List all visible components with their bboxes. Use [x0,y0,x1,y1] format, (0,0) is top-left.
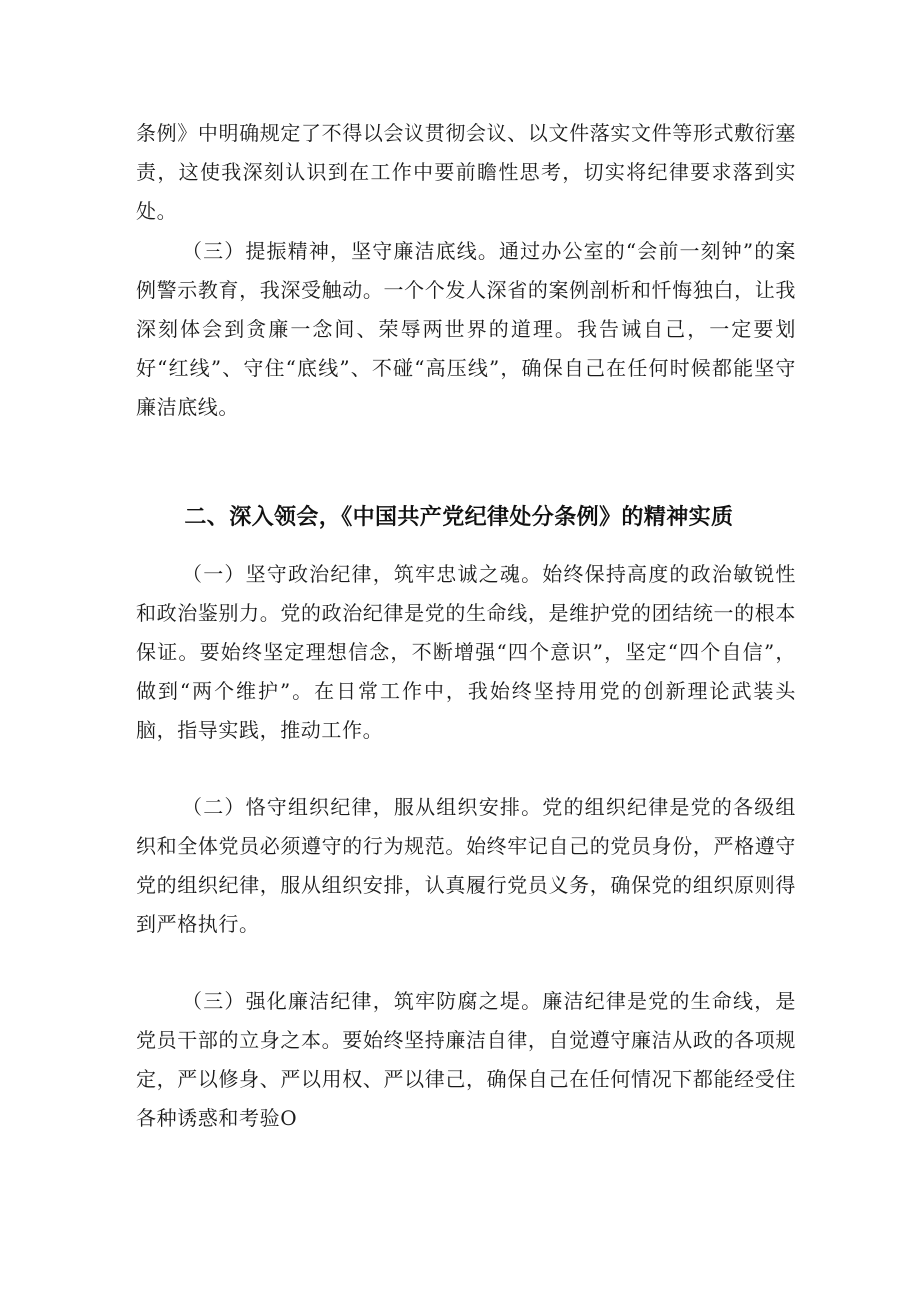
paragraph-political-discipline: （一）坚守政治纪律，筑牢忠诚之魂。始终保持高度的政治敏锐性和政治鉴别力。党的政治纪律是党的生命线，是维护党的团结统一的根本保证。要始终坚定理想信念，不断增强“四个意识”，坚定“四个自信”，做到“两个维护”。在日常工作中，我始终坚持用党的创新理论武装头脑，指导实践，推动工作。 [136,562,796,742]
paragraph-section-three-integrity: （三）提振精神，坚守廉洁底线。通过办公室的“会前一刻钟”的案例警示教育，我深受触动。一个个发人深省的案例剖析和忏悔独白，让我深刻体会到贪廉一念间、荣辱两世界的道理。我告诫自己，一定要划好“红线”、守住“底线”、不碰“高压线”，确保自己在任何时候都能坚守廉洁底线。 [136,239,796,419]
section-heading: 二、深入领会，《中国共产党纪律处分条例》的精神实质 [184,505,734,530]
paragraph-organizational-discipline: （二）恪守组织纪律，服从组织安排。党的组织纪律是党的各级组织和全体党员必须遵守的行为规范。始终牢记自己的党员身份，严格遵守党的组织纪律，服从组织安排，认真履行党员义务，确保党的组织原则得到严格执行。 [136,795,796,936]
paragraph-integrity-discipline: （三）强化廉洁纪律，筑牢防腐之堤。廉洁纪律是党的生命线，是党员干部的立身之本。要始终坚持廉洁自律，自觉遵守廉洁从政的各项规定，严以修身、严以用权、严以律己，确保自己在任何情况下都能经受住各种诱惑和考验O [136,989,796,1130]
paragraph-continued: 条例》中明确规定了不得以会议贯彻会议、以文件落实文件等形式敷衍塞责，这使我深刻认识到在工作中要前瞻性思考，切实将纪律要求落到实处。 [136,121,796,223]
